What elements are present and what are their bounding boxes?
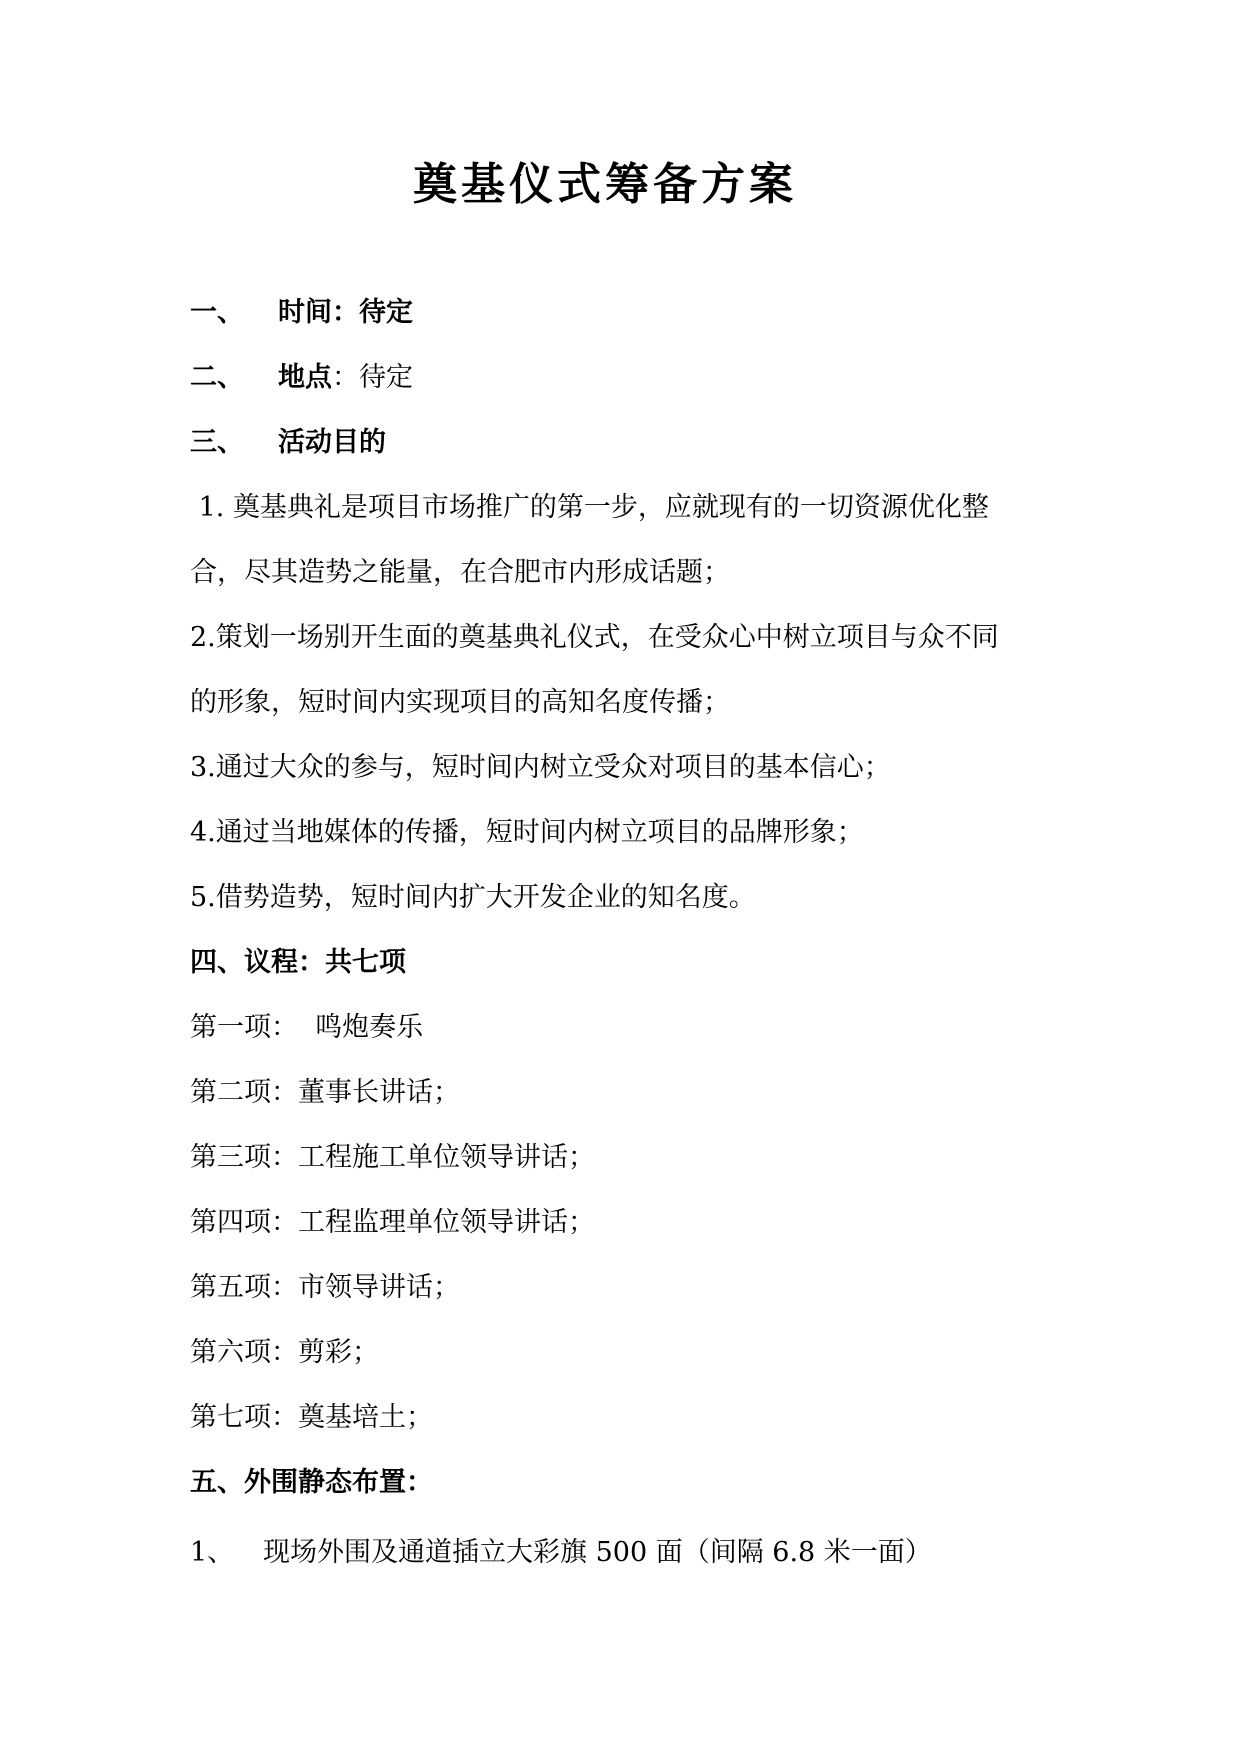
section-value: 待定 — [359, 297, 413, 328]
agenda-item: 第五项：市领导讲话； — [190, 1272, 460, 1303]
section-label: 地点 — [278, 362, 332, 393]
purpose-line: 的形象，短时间内实现项目的高知名度传播； — [190, 687, 730, 718]
static-layout-heading: 五、外围静态布置： — [190, 1467, 433, 1498]
purpose-line: 合，尽其造势之能量，在合肥市内形成话题； — [190, 557, 730, 588]
section-value: ：待定 — [332, 362, 413, 393]
item-text: 现场外围及通道插立大彩旗 500 面（间隔 6.8 米一面） — [263, 1537, 932, 1568]
purpose-line: 4.通过当地媒体的传播，短时间内树立项目的品牌形象； — [190, 817, 864, 848]
agenda-item: 第一项： 鸣炮奏乐 — [190, 1012, 424, 1043]
item-number: 1、 — [190, 1537, 235, 1568]
document-title: 奠基仪式筹备方案 — [413, 159, 797, 210]
section-location — [190, 360, 413, 396]
section-number: 二、 — [190, 362, 244, 393]
agenda-item: 第三项：工程施工单位领导讲话； — [190, 1142, 595, 1173]
purpose-line: 5.借势造势，短时间内扩大开发企业的知名度。 — [190, 882, 756, 913]
section-purpose — [190, 425, 386, 461]
agenda-item: 第四项：工程监理单位领导讲话； — [190, 1207, 595, 1238]
section-label: 活动目的 — [278, 427, 386, 458]
agenda-item: 第二项：董事长讲话； — [190, 1077, 460, 1108]
agenda-heading: 四、议程：共七项 — [190, 947, 406, 978]
purpose-line: 2.策划一场别开生面的奠基典礼仪式，在受众心中树立项目与众不同 — [190, 622, 999, 653]
static-layout-item — [190, 1535, 932, 1571]
agenda-item: 第六项：剪彩； — [190, 1337, 379, 1368]
section-time — [190, 295, 413, 331]
section-number: 一、 — [190, 297, 244, 328]
agenda-item: 第七项：奠基培土； — [190, 1402, 433, 1433]
section-number: 三、 — [190, 427, 244, 458]
purpose-line: 3.通过大众的参与，短时间内树立受众对项目的基本信心； — [190, 752, 891, 783]
purpose-line: 1. 奠基典礼是项目市场推广的第一步，应就现有的一切资源优化整 — [190, 492, 989, 523]
section-label: 时间： — [278, 297, 359, 328]
